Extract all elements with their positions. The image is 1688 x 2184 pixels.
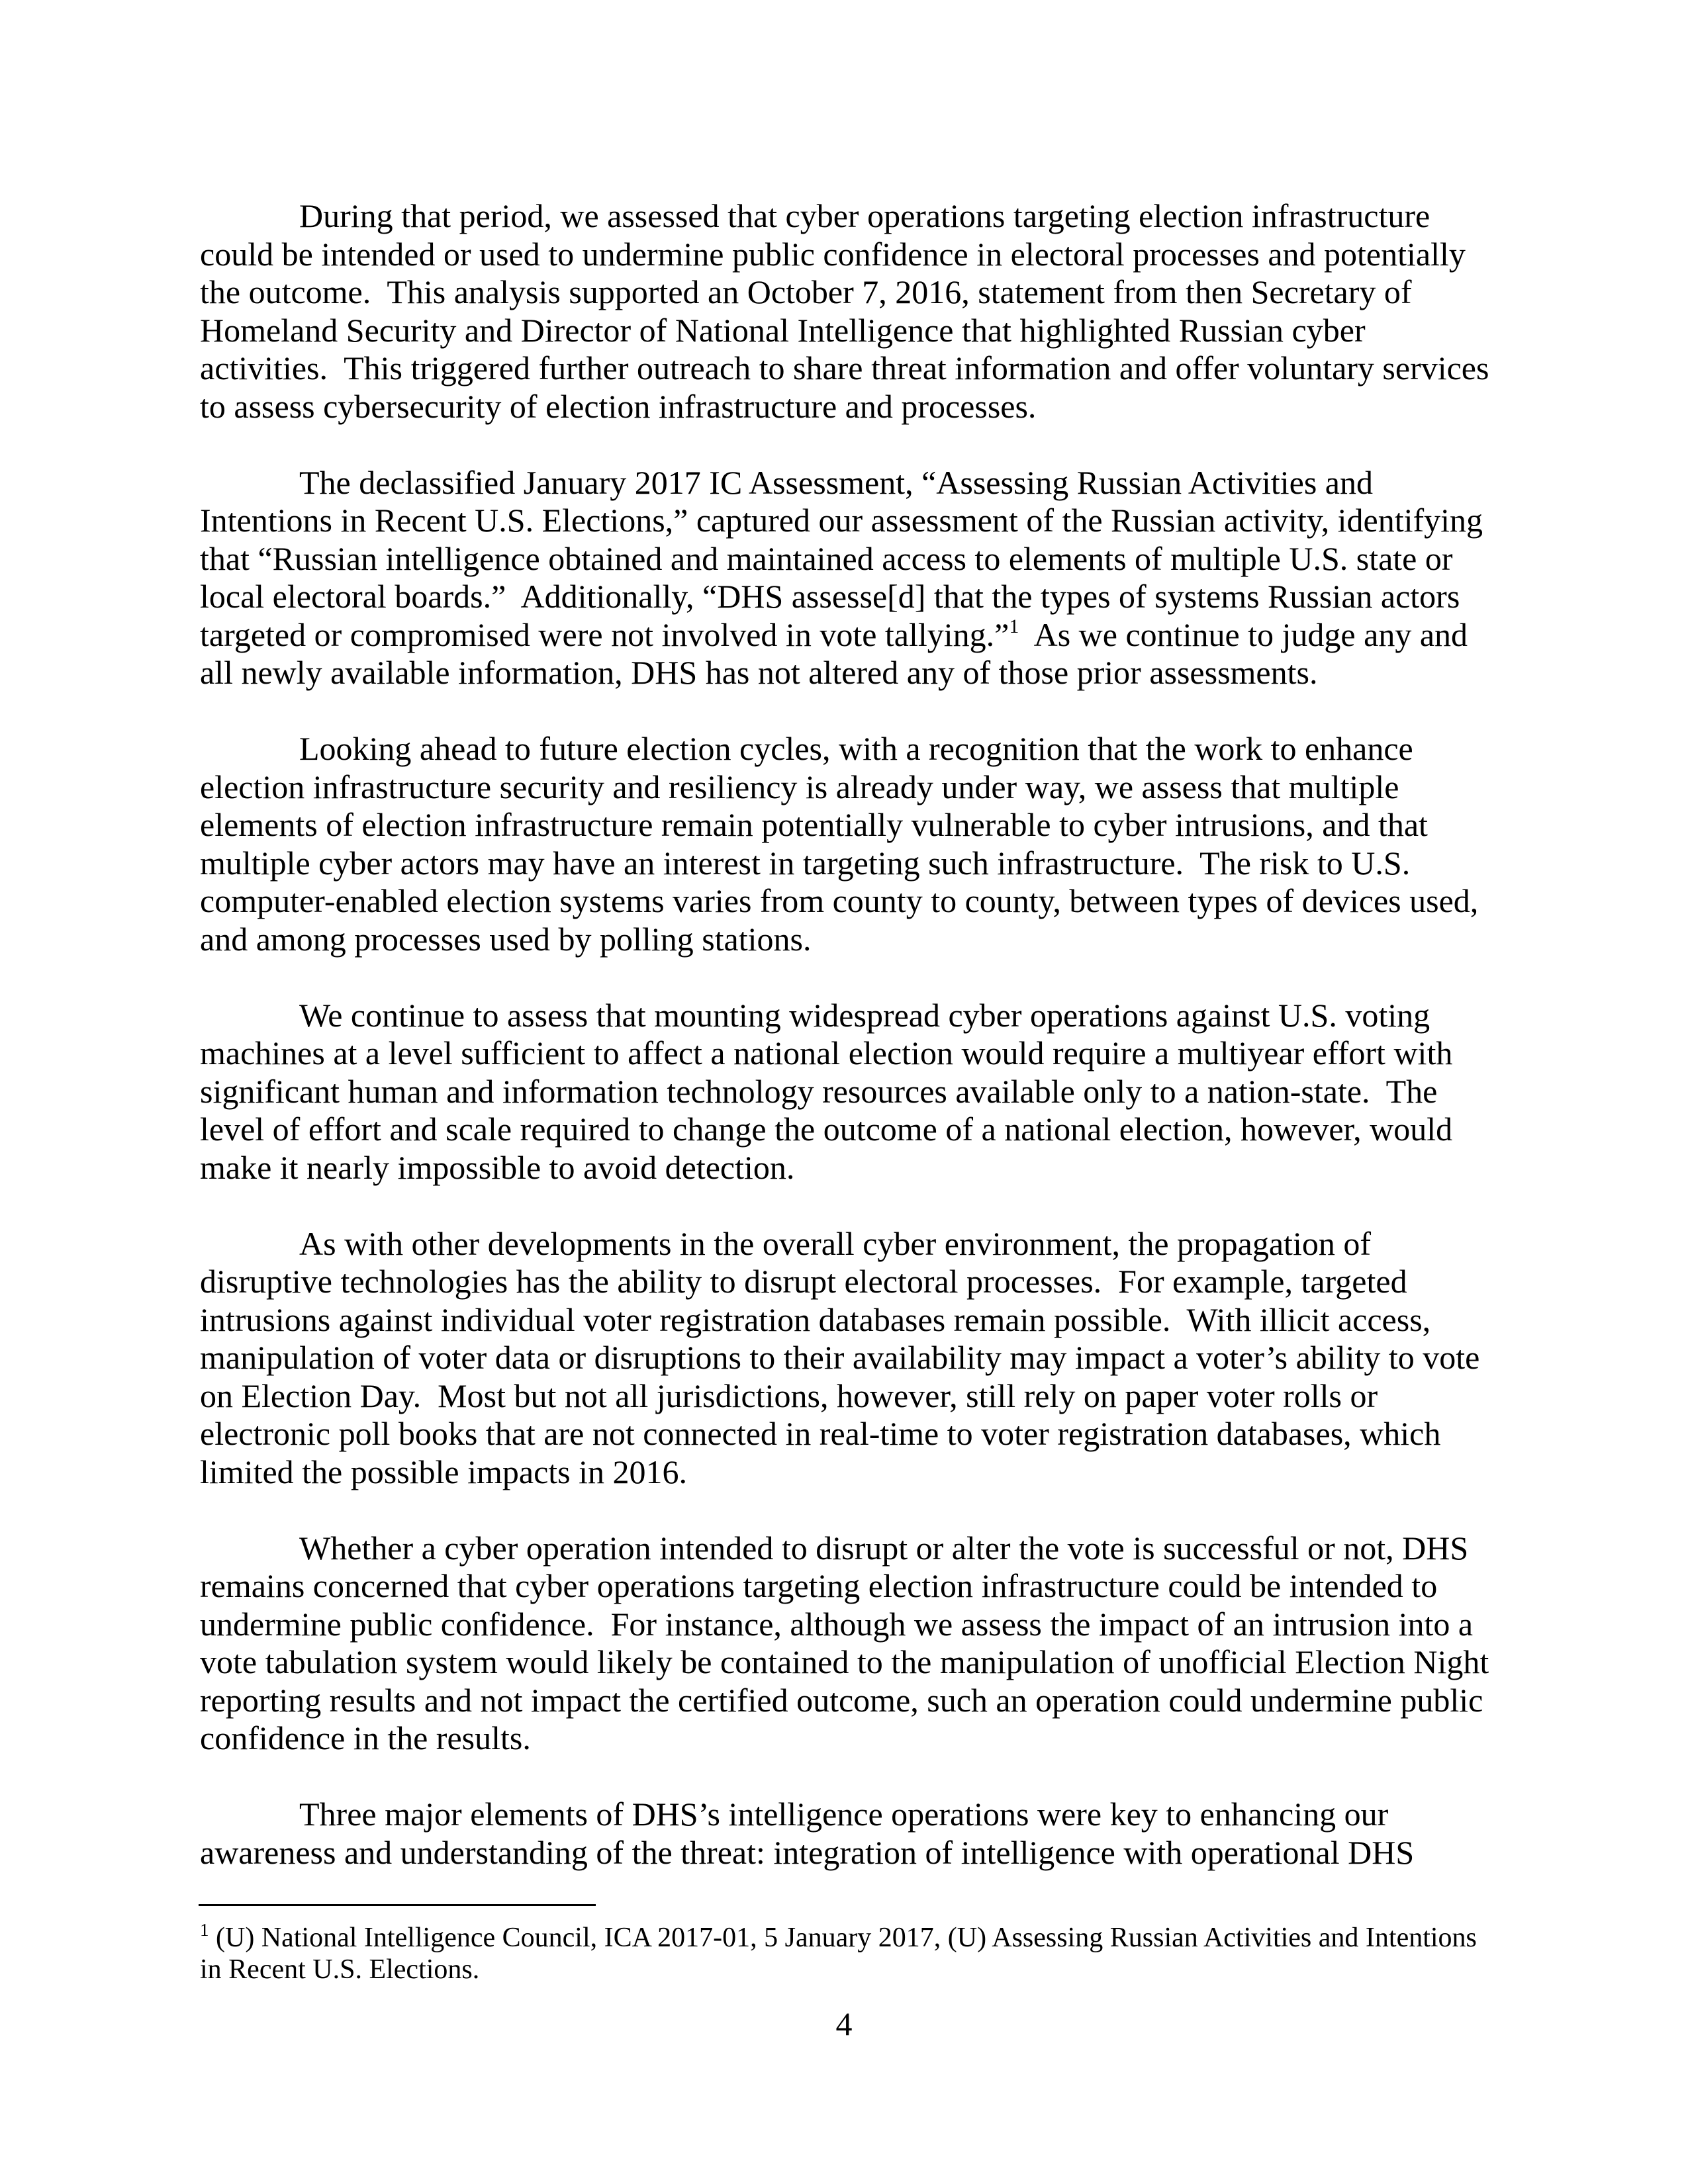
text-line: make it nearly impossible to avoid detection. (200, 1148, 795, 1186)
text-line: Looking ahead to future election cycles, with a recognition that the work to enhance (299, 730, 1413, 767)
footnote-marker: 1 (200, 1920, 209, 1940)
text-line: Three major elements of DHS’s intelligence operations were key to enhancing our (299, 1796, 1389, 1833)
text-segment: targeted or compromised were not involved in vote tallying.” (200, 615, 1009, 653)
paragraph-1 (200, 197, 1497, 426)
footnote-1 (200, 1922, 1497, 1985)
text-line: election infrastructure security and resiliency is already under way, we assess that multiple (200, 768, 1399, 805)
text-line: local electoral boards.” Additionally, “DHS assesse[d] that the types of systems Russian actors (200, 578, 1460, 615)
footnotes (200, 1922, 1497, 1985)
text-line: elements of election infrastructure remain potentially vulnerable to cyber intrusions, and that (200, 806, 1428, 843)
text-line: manipulation of voter data or disruptions to their availability may impact a voter’s ability to vote (200, 1339, 1480, 1376)
text-line: We continue to assess that mounting widespread cyber operations against U.S. voting (299, 996, 1430, 1034)
text-line: activities. This triggered further outreach to share threat information and offer voluntary services (200, 349, 1489, 387)
text-line: awareness and understanding of the threat: integration of intelligence with operational DHS (200, 1833, 1415, 1871)
text-line-with-footnote (200, 616, 1497, 655)
text-line: intrusions against individual voter registration databases remain possible. With illicit access, (200, 1300, 1431, 1338)
text-line: reporting results and not impact the certified outcome, such an operation could undermine public (200, 1681, 1483, 1719)
text-line: limited the possible impacts in 2016. (200, 1453, 688, 1490)
text-line: disruptive technologies has the ability to disrupt electoral processes. For example, targeted (200, 1263, 1407, 1300)
text-line: could be intended or used to undermine public confidence in electoral processes and potentially (200, 235, 1466, 273)
text-line: Whether a cyber operation intended to disrupt or alter the vote is successful or not, DHS (299, 1529, 1469, 1567)
text-line: remains concerned that cyber operations targeting election infrastructure could be intended to (200, 1567, 1438, 1604)
text-line: During that period, we assessed that cyber operations targeting election infrastructure (299, 197, 1430, 234)
text-line: and among processes used by polling stations. (200, 920, 812, 958)
footnote-separator (199, 1904, 596, 1906)
text-line: multiple cyber actors may have an interest in targeting such infrastructure. The risk to U.S. (200, 844, 1411, 882)
text-line: Intentions in Recent U.S. Elections,” captured our assessment of the Russian activity, identifying (200, 502, 1483, 539)
paragraph-3 (200, 730, 1497, 958)
text-segment: As we continue to judge any and (1019, 615, 1468, 653)
paragraph-5 (200, 1225, 1497, 1492)
text-line: computer-enabled election systems varies from county to county, between types of devices used, (200, 882, 1479, 919)
footnote-reference-1[interactable]: 1 (1009, 615, 1019, 637)
text-line: undermine public confidence. For instance, although we assess the impact of an intrusion into a (200, 1605, 1474, 1643)
text-line: the outcome. This analysis supported an October 7, 2016, statement from then Secretary of (200, 273, 1412, 310)
text-line: significant human and information technology resources available only to a nation-state. The (200, 1072, 1438, 1110)
text-line: on Election Day. Most but not all jurisdictions, however, still rely on paper voter rolls or (200, 1377, 1378, 1414)
text-line: electronic poll books that are not connected in real-time to voter registration databases, which (200, 1415, 1441, 1452)
text-line: The declassified January 2017 IC Assessment, “Assessing Russian Activities and (299, 463, 1373, 501)
text-line: machines at a level sufficient to affect a national election would require a multiyear effort with (200, 1034, 1453, 1071)
text-line: all newly available information, DHS has not altered any of those prior assessments. (200, 654, 1318, 691)
text-line: vote tabulation system would likely be contained to the manipulation of unofficial Election Night (200, 1643, 1489, 1680)
paragraph-7 (200, 1796, 1497, 1872)
text-line: confidence in the results. (200, 1719, 531, 1756)
footnote-line (200, 1922, 1497, 1954)
text-line: As with other developments in the overall cyber environment, the propagation of (299, 1224, 1371, 1262)
body-text (200, 197, 1497, 1910)
footnote-text: (U) National Intelligence Council, ICA 2017-01, 5 January 2017, (U) Assessing Russian Activities and Intentions (209, 1923, 1477, 1953)
paragraph-6 (200, 1529, 1497, 1758)
text-line: that “Russian intelligence obtained and maintained access to elements of multiple U.S. state or (200, 539, 1453, 577)
text-line: to assess cybersecurity of election infrastructure and processes. (200, 387, 1037, 425)
page-number: 4 (835, 2005, 853, 2042)
footnote-line: in Recent U.S. Elections. (200, 1954, 480, 1985)
paragraph-2 (200, 464, 1497, 692)
text-line: level of effort and scale required to change the outcome of a national election, however, would (200, 1111, 1453, 1148)
paragraph-4 (200, 997, 1497, 1187)
text-line: Homeland Security and Director of National Intelligence that highlighted Russian cyber (200, 311, 1366, 349)
